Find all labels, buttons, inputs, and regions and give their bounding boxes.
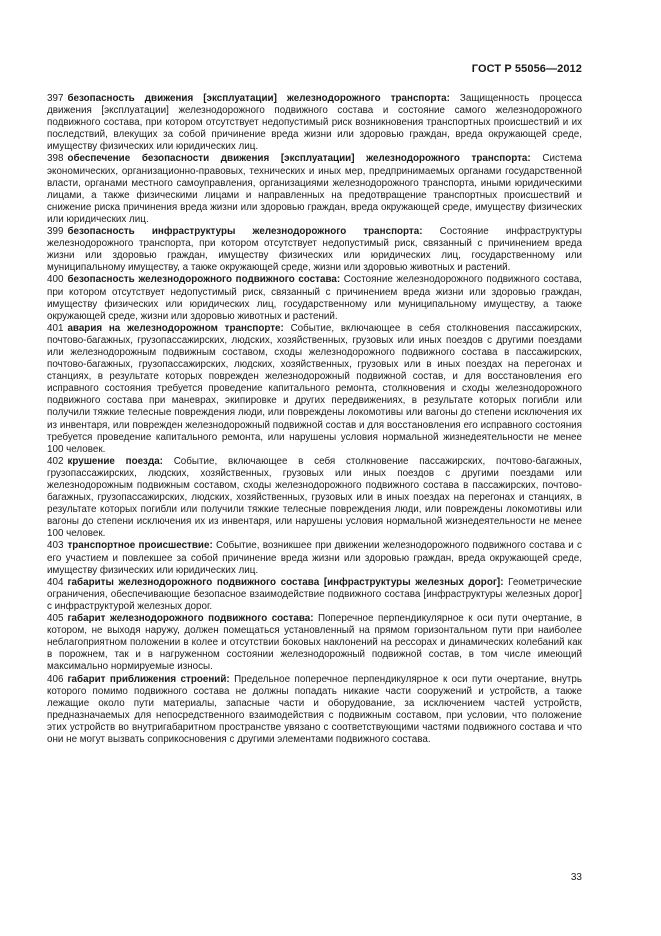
entry-term: габарит железнодорожного подвижного состава: — [67, 613, 314, 625]
term-entry-399 — [47, 226, 582, 274]
standard-code-header: ГОСТ Р 55056—2012 — [471, 63, 582, 75]
entry-definition: Система экономических, организационно-правовых, технических и иных мер, предпринимаемых органами государственной власти, органами местного самоуправления, организациями железнодорожного транспорта, иными юридическими лицами, а также физическими лицами и направленных на предотвращение транспортных происшествий и снижение риска причинения вреда жизни или здоровью граждан, вреда окружающей среде, имуществу физических или юридических лиц. — [47, 153, 582, 225]
term-entry-402 — [47, 456, 582, 541]
entry-term: авария на железнодорожном транспорте: — [67, 322, 284, 334]
entry-number: 398 — [47, 153, 64, 165]
entry-definition: Событие, включающее в себя столкновения пассажирских, почтово-багажных, грузопассажирских, людских, хозяйственных, грузовых или иных поездов с другими поездами или железнодорожным подвижным составом, сходы железнодорожного подвижного состава в пассажирских, почтово-багажных, грузопассажирских, людских, хозяйственных, грузовых или в иных поездах на перегонах и станциях, в результате которых поврежден железнодорожный подвижной состав, и для восстановления его исправного состояния требуется проведение капитального ремонта, столкновения и сходы железнодорожного подвижного состава при маневрах, экипировке и других передвижениях, в результате которых погибли или получили тяжкие телесные повреждения люди, или повреждены локомотивы или вагоны до степени исключения их из инвентаря, или поврежден железнодорожный подвижной состав и для восстановления его исправного состояния требуется проведение капитального ремонта, или нарушены условия нормальной жизнедеятельности не менее 100 человек. — [47, 322, 582, 455]
entry-definition: Предельное поперечное перпендикулярное к оси пути очертание, внутрь которого помимо подвижного состава не должны попадать никакие части сооружений и устройств, а также лежащие около пути материалы, запасные части и оборудование, за исключением частей устройств, предназначаемых для непосредственного взаимодействия с подвижным составом, при условии, что положение этих устройств во внутригабаритном пространстве увязано с соответствующими частями подвижного состава и что они не могут вызвать соприкосновения с другими элементами подвижного состава. — [47, 673, 582, 745]
entry-number: 405 — [47, 613, 64, 625]
entry-number: 406 — [47, 673, 64, 685]
term-entry-398 — [47, 153, 582, 226]
entry-term: крушение поезда: — [67, 455, 163, 467]
term-entry-401 — [47, 323, 582, 456]
term-entry-400 — [47, 274, 582, 322]
term-entry-406 — [47, 674, 582, 747]
entry-number: 404 — [47, 576, 64, 588]
term-entry-403 — [47, 540, 582, 576]
entry-number: 400 — [47, 274, 64, 286]
term-entry-397 — [47, 93, 582, 153]
entry-definition: Событие, возникшее при движении железнодорожного подвижного состава и с его участием и повлекшее за собой причинение вреда жизни или здоровью граждан, вреда окружающей среде, имуществу физических или юридических лиц. — [47, 540, 582, 576]
entry-number: 399 — [47, 226, 64, 238]
term-entry-404 — [47, 577, 582, 613]
entry-term: габариты железнодорожного подвижного состава [инфраструктуры железных дорог]: — [67, 576, 504, 588]
entry-definition: Состояние инфраструктуры железнодорожного транспорта, при котором отсутствует недопустимый риск, связанный с причинением вреда жизни или здоровью граждан, имуществу физических или юридических лиц, государственному или муниципальному имуществу, а также окружающей среде, жизни или здоровью животных и растений. — [47, 226, 582, 274]
entry-term: безопасность движения [эксплуатации] железнодорожного транспорта: — [67, 93, 450, 104]
entry-term: габарит приближения строений: — [67, 673, 230, 685]
entry-definition: Состояние железнодорожного подвижного состава, при котором отсутствует недопустимый риск, связанный с причинением вреда жизни или здоровью граждан, имуществу физических или юридических лиц, государственному или муниципальному имуществу, а также окружающей среде, жизни или здоровью животных и растений. — [47, 274, 582, 322]
term-entry-405 — [47, 613, 582, 673]
entry-number: 397 — [47, 93, 64, 104]
entry-definition: Защищенность процесса движения [эксплуатации] железнодорожного подвижного состава и состояние самого железнодорожного подвижного состава, при котором отсутствует недопустимый риск возникновения транспортных происшествий и их последствий, влекущих за собой причинение вреда жизни или здоровью граждан, вреда окружающей среде, имуществу физических или юридических лиц. — [47, 93, 582, 153]
page-number: 33 — [570, 872, 582, 883]
entry-definition: Геометрические ограничения, обеспечивающие безопасное взаимодействие подвижного состава [инфраструктуры железных дорог] с инфраструктурой железных дорог. — [47, 576, 582, 612]
entry-number: 403 — [47, 540, 64, 552]
entry-number: 402 — [47, 455, 64, 467]
terms-list — [47, 93, 582, 746]
entry-definition: Событие, включающее в себя столкновение пассажирских, почтово-багажных, грузопассажирских, людских, хозяйственных, грузовых или иных поездов с другими поездами или железнодорожным подвижным составом, сходы железнодорожного подвижного состава в пассажирских, почтово-багажных, грузопассажирских, людских, хозяйственных, грузовых или в иных поездах на перегонах и станциях, в результате которых погибли или получили тяжкие телесные повреждения люди, или повреждены локомотивы или вагоны до степени исключения их из инвентаря, или нарушены условия нормальной жизнедеятельности не менее 100 человек. — [47, 455, 582, 540]
entry-term: обеспечение безопасности движения [эксплуатации] железнодорожного транспорта: — [67, 153, 531, 165]
entry-number: 401 — [47, 322, 64, 334]
entry-term: безопасность инфраструктуры железнодорожного транспорта: — [67, 226, 423, 238]
entry-definition: Поперечное перпендикулярное к оси пути очертание, в котором, не выходя наружу, должен помещаться установленный на прямом горизонтальном пути при наиболее неблагоприятном положении в колее и отсутствии боковых наклонений на рессорах и динамических колебаний как в порожнем, так и в нагруженном состоянии железнодорожный подвижной состав, в том числе имеющий максимально нормируемые износы. — [47, 613, 582, 673]
entry-term: транспортное происшествие: — [67, 540, 213, 552]
entry-term: безопасность железнодорожного подвижного состава: — [67, 274, 341, 286]
